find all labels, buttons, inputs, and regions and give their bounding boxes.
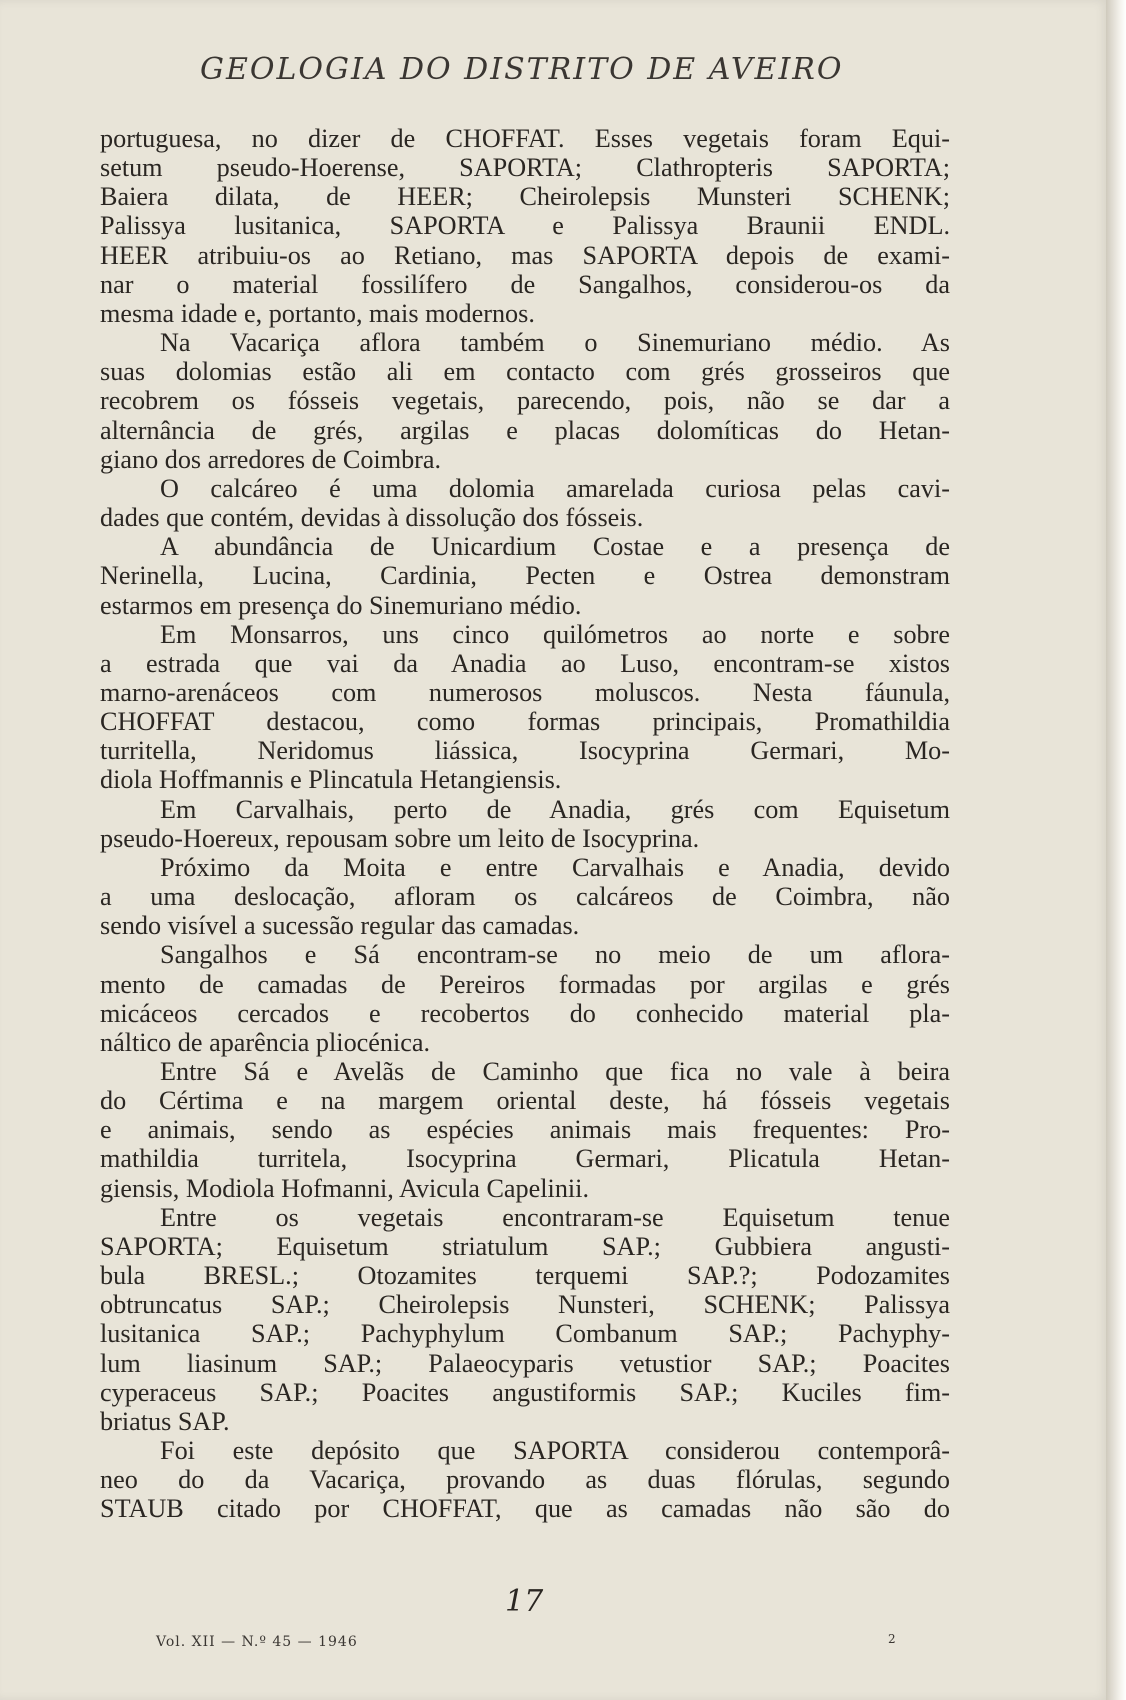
text-line: e animais, sendo as espécies animais mais frequentes: Pro- xyxy=(100,1115,950,1145)
text-line: cyperaceus SAP.; Poacites angustiformis SAP.; Kuciles fim- xyxy=(100,1377,950,1407)
body-text xyxy=(100,124,950,1524)
text-line: Foi este depósito que SAPORTA considerou contemporâ- xyxy=(160,1436,950,1466)
text-line: STAUB citado por CHOFFAT, que as camadas não são do xyxy=(100,1494,950,1524)
text-line: giensis, Modiola Hofmanni, Avicula Capelinii. xyxy=(100,1173,590,1203)
text-line: bula BRESL.; Otozamites terquemi SAP.?; Podozamites xyxy=(100,1261,950,1291)
text-line: alternância de grés, argilas e placas dolomíticas do Hetan- xyxy=(100,415,950,445)
text-line: lum liasinum SAP.; Palaeocyparis vetustior SAP.; Poacites xyxy=(100,1348,950,1378)
text-line: Em Carvalhais, perto de Anadia, grés com Equisetum xyxy=(160,794,950,824)
text-line: Em Monsarros, uns cinco quilómetros ao norte e sobre xyxy=(160,619,950,649)
text-line: a uma deslocação, afloram os calcáreos de Coimbra, não xyxy=(100,882,950,912)
text-line: mesma idade e, portanto, mais modernos. xyxy=(100,298,535,328)
text-line: náltico de aparência pliocénica. xyxy=(100,1027,431,1057)
text-line: estarmos em presença do Sinemuriano médio. xyxy=(100,590,582,620)
text-line: setum pseudo-Hoerense, SAPORTA; Clathropteris SAPORTA; xyxy=(100,153,950,183)
text-line: mento de camadas de Pereiros formadas por argilas e grés xyxy=(100,969,950,999)
text-line: Entre Sá e Avelãs de Caminho que fica no vale à beira xyxy=(160,1057,950,1086)
text-line: a estrada que vai da Anadia ao Luso, encontram-se xistos xyxy=(100,648,950,678)
text-line: diola Hoffmannis e Plincatula Hetangiensis. xyxy=(100,765,562,795)
text-line: Entre os vegetais encontraram-se Equisetum tenue xyxy=(160,1202,950,1232)
text-line: turritella, Neridomus liássica, Isocyprina Germari, Mo- xyxy=(100,736,950,766)
text-line: obtruncatus SAP.; Cheirolepsis Nunsteri, SCHENK; Palissya xyxy=(100,1290,950,1320)
text-line: lusitanica SAP.; Pachyphylum Combanum SAP.; Pachyphy- xyxy=(100,1319,950,1349)
text-line: sendo visível a sucessão regular das camadas. xyxy=(100,911,580,941)
text-line: Baiera dilata, de HEER; Cheirolepsis Munsteri SCHENK; xyxy=(100,182,950,212)
page-number: 17 xyxy=(505,1584,544,1619)
text-line: suas dolomias estão ali em contacto com grés grosseiros que xyxy=(100,357,950,387)
text-line: recobrem os fósseis vegetais, parecendo, pois, não se dar a xyxy=(100,386,950,416)
text-line: Na Vacariça aflora também o Sinemuriano médio. As xyxy=(160,328,950,358)
text-line: dades que contém, devidas à dissolução dos fósseis. xyxy=(100,503,644,533)
text-line: Sangalhos e Sá encontram-se no meio de um aflora- xyxy=(160,940,950,970)
text-line: A abundância de Unicardium Costae e a presença de xyxy=(160,532,950,562)
text-line: portuguesa, no dizer de CHOFFAT. Esses vegetais foram Equi- xyxy=(100,124,950,153)
text-line: Nerinella, Lucina, Cardinia, Pecten e Ostrea demonstram xyxy=(100,561,950,591)
text-line: micáceos cercados e recobertos do conhecido material pla- xyxy=(100,998,950,1028)
volume-footer: Vol. XII — N.º 45 — 1946 xyxy=(156,1634,358,1650)
text-line: neo do da Vacariça, provando as duas flórulas, segundo xyxy=(100,1465,950,1495)
text-line: mathildia turritela, Isocyprina Germari, Plicatula Hetan- xyxy=(100,1144,950,1174)
text-line: marno-arenáceos com numerosos moluscos. Nesta fáunula, xyxy=(100,677,950,707)
page-edge xyxy=(1106,0,1126,1700)
text-line: Palissya lusitanica, SAPORTA e Palissya Braunii ENDL. xyxy=(100,211,950,241)
text-line: nar o material fossilífero de Sangalhos, considerou-os da xyxy=(100,269,950,299)
text-line: HEER atribuiu-os ao Retiano, mas SAPORTA depois de exami- xyxy=(100,240,950,270)
text-line: Próximo da Moita e entre Carvalhais e Anadia, devido xyxy=(160,852,950,882)
text-line: giano dos arredores de Coimbra. xyxy=(100,444,442,474)
text-line: SAPORTA; Equisetum striatulum SAP.; Gubbiera angusti- xyxy=(100,1231,950,1261)
signature-mark: 2 xyxy=(888,1632,896,1646)
text-line: O calcáreo é uma dolomia amarelada curiosa pelas cavi- xyxy=(160,473,950,503)
text-line: briatus SAP. xyxy=(100,1406,230,1436)
text-line: CHOFFAT destacou, como formas principais, Promathildia xyxy=(100,707,950,737)
running-header: GEOLOGIA DO DISTRITO DE AVEIRO xyxy=(200,52,844,87)
text-line: do Cértima e na margem oriental deste, há fósseis vegetais xyxy=(100,1086,950,1116)
text-line: pseudo-Hoereux, repousam sobre um leito de Isocyprina. xyxy=(100,823,700,853)
